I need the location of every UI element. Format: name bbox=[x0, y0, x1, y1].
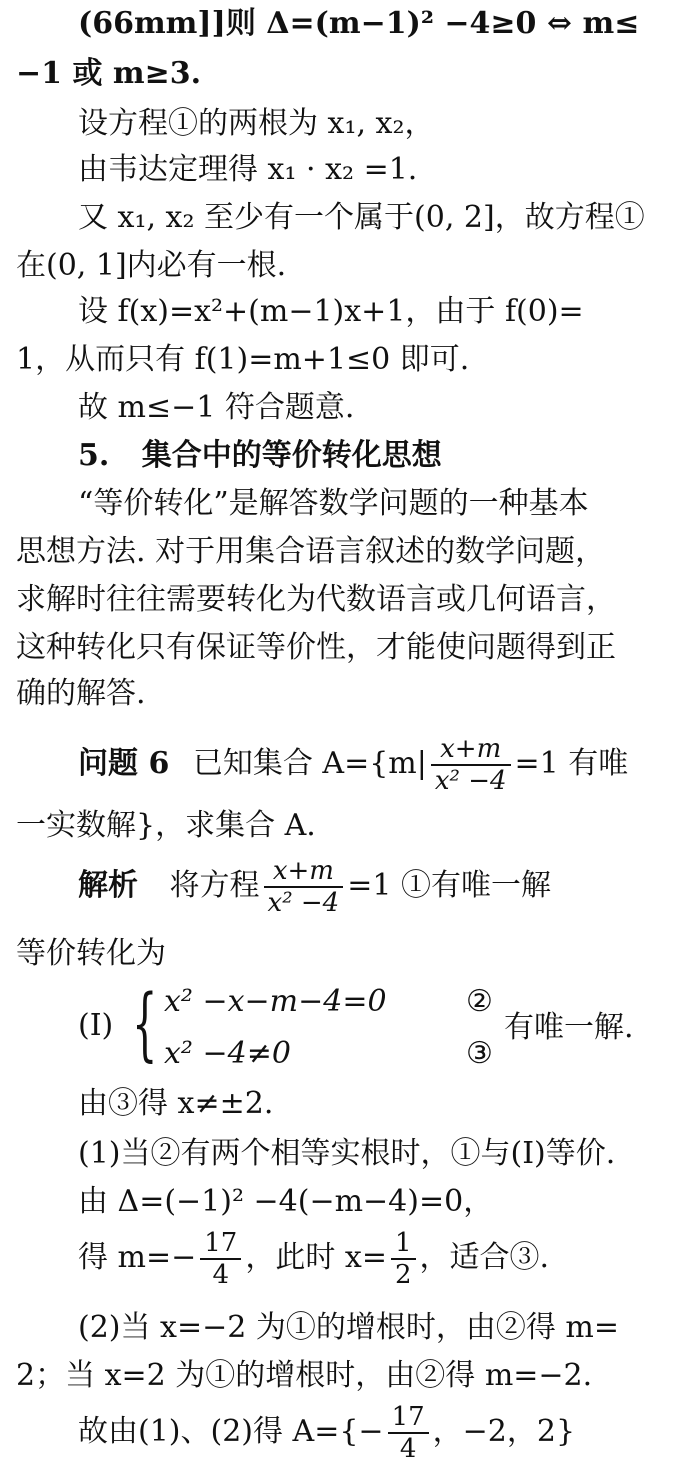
text-line: 设方程①的两根为 x₁, x₂， bbox=[78, 106, 435, 141]
section-heading bbox=[78, 436, 442, 476]
fraction bbox=[200, 1228, 241, 1290]
problem-label: 问题 6 bbox=[78, 746, 170, 781]
section-number: 5. bbox=[78, 438, 110, 473]
fraction-denominator: 4 bbox=[212, 1260, 230, 1290]
text-run: ，−2，2} bbox=[432, 1414, 576, 1449]
text-line: 由韦达定理得 x₁ · x₂ =1. bbox=[78, 152, 418, 187]
solution-line: 由③得 x≠±2. bbox=[78, 1086, 274, 1121]
text-line: 1，从而只有 f(1)=m+1≤0 即可. bbox=[16, 342, 470, 377]
problem-tail: =1 有唯 bbox=[514, 746, 629, 781]
section-title: 集合中的等价转化思想 bbox=[141, 438, 442, 473]
solution-label: 解析 bbox=[78, 868, 138, 903]
problem-line: 一实数解}，求集合 A. bbox=[16, 808, 316, 843]
fraction-numerator: 17 bbox=[200, 1228, 241, 1260]
solution-conclusion bbox=[78, 1402, 575, 1464]
solution-fraction-line bbox=[78, 1228, 549, 1290]
fraction-denominator: x² −4 bbox=[434, 766, 507, 796]
problem-fraction bbox=[431, 734, 511, 796]
fraction-numerator: x+m bbox=[431, 734, 511, 766]
text-run: 故由(1)、(2)得 A={− bbox=[78, 1414, 384, 1449]
solution-line: 2；当 x=2 为①的增根时，由②得 m=−2. bbox=[16, 1358, 593, 1393]
text-line: 又 x₁, x₂ 至少有一个属于(0, 2]，故方程① bbox=[78, 200, 645, 235]
text-run: ，此时 x= bbox=[245, 1240, 387, 1275]
system-label: (Ⅰ) bbox=[78, 1008, 114, 1043]
fraction-denominator: 2 bbox=[394, 1260, 412, 1290]
text-line: 设 f(x)=x²+(m−1)x+1，由于 f(0)= bbox=[78, 294, 584, 329]
fraction-denominator: x² −4 bbox=[267, 888, 340, 918]
text-line: 在(0, 1]内必有一根. bbox=[16, 248, 287, 283]
text-run: ，适合③. bbox=[419, 1240, 550, 1275]
text-line: −1 或 m≥3. bbox=[16, 56, 202, 91]
paragraph-line: “等价转化”是解答数学问题的一种基本 bbox=[78, 486, 589, 521]
solution-line: (1)当②有两个相等实根时，①与(Ⅰ)等价. bbox=[78, 1136, 616, 1171]
equation-marker: ② bbox=[466, 984, 493, 1019]
system-equation-2: x² −4≠0 bbox=[164, 1036, 291, 1071]
equation-marker: ③ bbox=[466, 1036, 493, 1071]
paragraph-line: 求解时往往需要转化为代数语言或几何语言， bbox=[16, 582, 616, 617]
solution-tail: =1 ①有唯一解 bbox=[347, 868, 551, 903]
fraction bbox=[391, 1228, 416, 1290]
solution-intro-text: 将方程 bbox=[169, 868, 260, 903]
brace-icon: { bbox=[132, 977, 158, 1070]
text-line: 故 m≤−1 符合题意. bbox=[78, 390, 355, 425]
solution-line: (2)当 x=−2 为①的增根时，由②得 m= bbox=[78, 1310, 619, 1345]
fraction-denominator: 4 bbox=[399, 1434, 417, 1464]
paragraph-line: 这种转化只有保证等价性，才能使问题得到正 bbox=[16, 630, 616, 665]
solution-fraction bbox=[264, 856, 344, 918]
solution-intro bbox=[78, 856, 551, 918]
paragraph-line: 确的解答. bbox=[16, 676, 146, 711]
system-equation-1: x² −x−m−4=0 bbox=[164, 984, 387, 1019]
solution-line: 由 Δ=(−1)² −4(−m−4)=0， bbox=[78, 1184, 494, 1219]
fraction-numerator: x+m bbox=[264, 856, 344, 888]
fraction bbox=[388, 1402, 429, 1464]
paragraph-line: 思想方法. 对于用集合语言叙述的数学问题， bbox=[16, 534, 606, 569]
problem-statement bbox=[78, 734, 628, 796]
fraction-numerator: 1 bbox=[391, 1228, 416, 1260]
text-run: 得 m=− bbox=[78, 1240, 197, 1275]
solution-line: 等价转化为 bbox=[16, 936, 166, 971]
problem-intro: 已知集合 A={m| bbox=[192, 746, 427, 781]
text-line: (66mm]]则 Δ=(m−1)² −4≥0 ⇔ m≤ bbox=[78, 6, 640, 41]
fraction-numerator: 17 bbox=[388, 1402, 429, 1434]
system-tail: 有唯一解. bbox=[504, 1010, 634, 1045]
